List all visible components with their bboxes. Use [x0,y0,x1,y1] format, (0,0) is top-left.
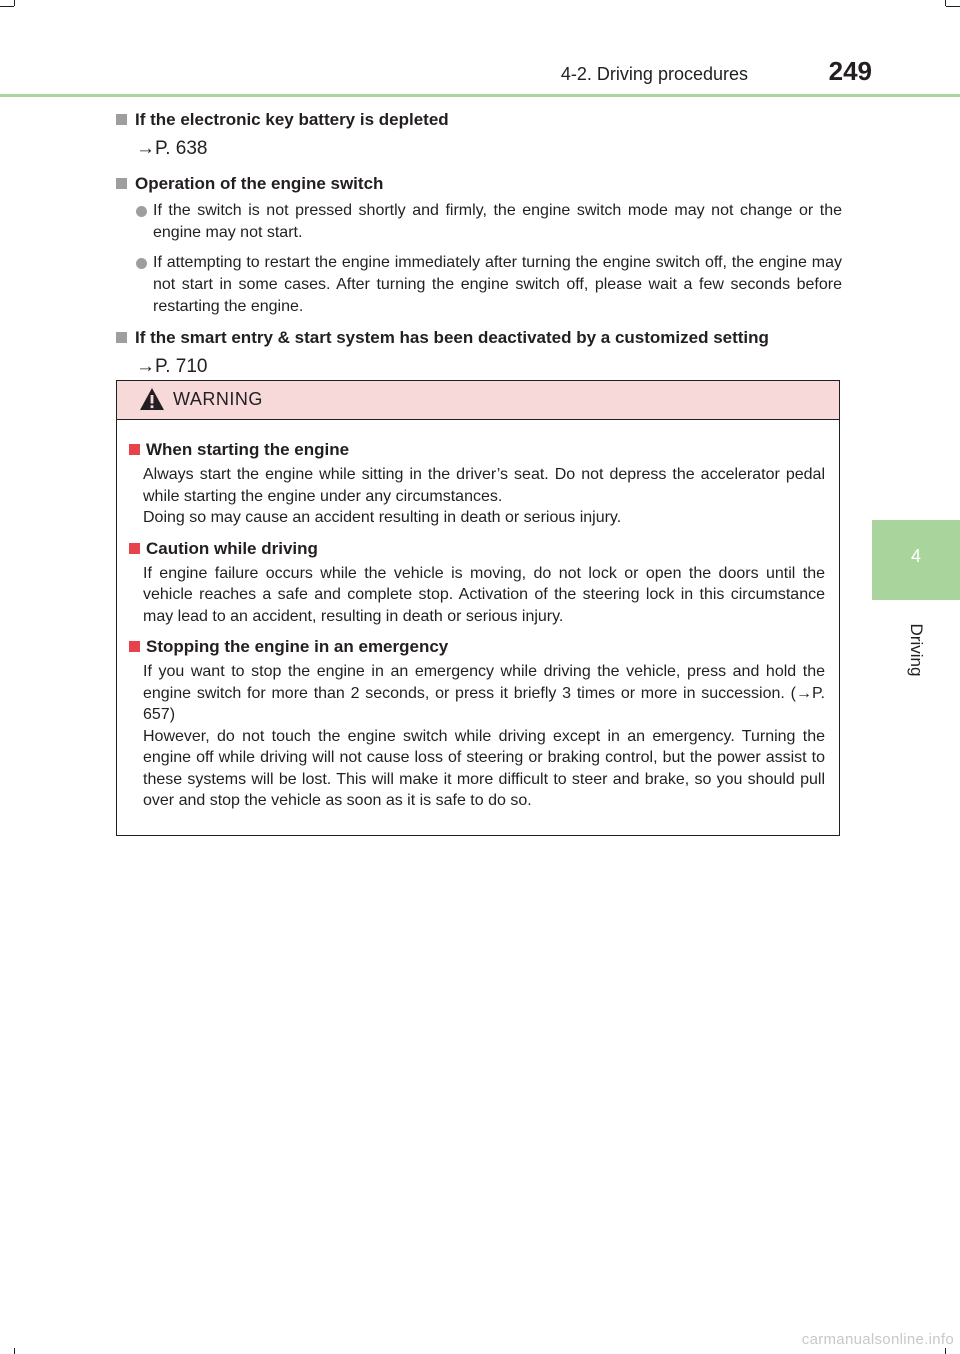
header-divider [0,94,960,97]
warning-heading: Stopping the engine in an emergency [129,635,825,659]
chapter-number: 4 [910,546,921,566]
square-bullet-icon [129,543,140,554]
crop-mark [946,6,960,7]
warning-heading: Caution while driving [129,537,825,561]
warning-triangle-icon [139,387,165,411]
section-title: 4-2. Driving procedures [560,64,748,84]
page-number: 249 [828,56,872,86]
square-bullet-icon [129,641,140,652]
warning-heading: When starting the engine [129,438,825,462]
warning-title: WARNING [173,389,263,409]
crop-mark [14,0,15,6]
page-header [0,52,960,96]
crop-mark [14,1348,15,1354]
crop-mark [0,6,14,7]
round-bullet-icon [136,206,147,217]
list-item: If the switch is not pressed shortly and firmly, the engine switch mode may not change or the engine may not start. [136,200,842,244]
warning-box [116,380,840,836]
list-item: If attempting to restart the engine immediately after turning the engine switch off, the engine may not start in some cases. After turning the engine switch off, please wait a few seconds before restarting the engine. [136,252,842,318]
chapter-tab[interactable] [872,520,960,600]
page-reference[interactable]: →P. 710 [136,356,208,377]
square-bullet-icon [116,114,127,125]
crop-mark [945,1348,946,1354]
section-heading: If the electronic key battery is depleted [116,108,842,132]
warning-text: If engine failure occurs while the vehicle is moving, do not lock or open the doors until the vehicle reaches a safe and complete stop. Activation of the steering lock in this circumstance may lead to an accident, resulting in death or serious injury. [143,564,825,625]
square-bullet-icon [116,178,127,189]
section-heading: If the smart entry & start system has been deactivated by a customized setting [116,326,842,350]
warning-text: Always start the engine while sitting in the driver’s seat. Do not depress the accelerator pedal while starting the engine under any circumstances. Doing so may cause an accident resulting in death or serious injury. [143,466,825,526]
square-bullet-icon [116,332,127,343]
warning-text: If you want to stop the engine in an emergency while driving the vehicle, press and hold the engine switch for more than 2 seconds, or press it briefly 3 times or more in succession. (→P. 657) However, do not touch the engine switch while driving except in an emergency. Turning the engine off while driving will not cause loss of steering or braking control, but the power assist to these systems will be lost. This will make it more difficult to steer and brake, so you should pull over and stop the vehicle as soon as it is safe to do so. [143,663,825,809]
main-content [116,108,842,390]
section-heading: Operation of the engine switch [116,172,842,196]
page-reference[interactable]: →P. 638 [136,138,208,159]
square-bullet-icon [129,444,140,455]
warning-body [117,420,839,812]
warning-header [117,381,839,420]
round-bullet-icon [136,258,147,269]
chapter-label: Driving [907,623,926,677]
watermark-link[interactable]: carmanualsonline.info [801,1331,954,1348]
